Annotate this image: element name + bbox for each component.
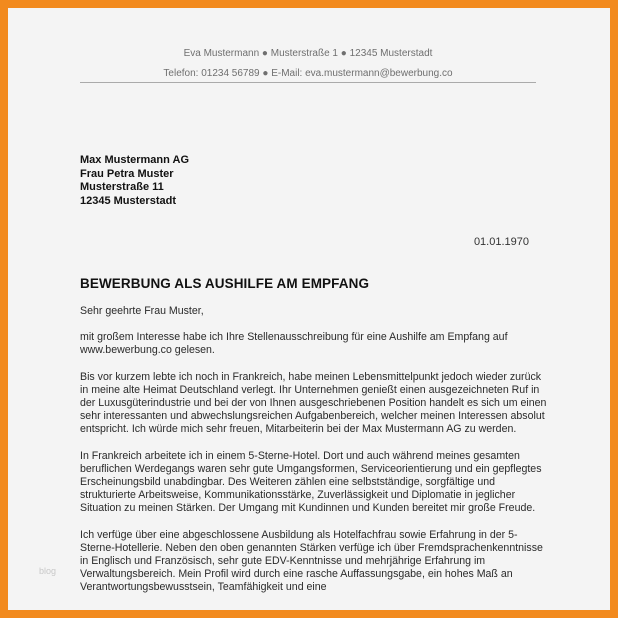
sender-header xyxy=(80,44,536,84)
paragraph-intro: mit großem Interesse habe ich Ihre Stellenausschreibung für eine Aushilfe am Empfang auf www.bewerbung.co gelesen. xyxy=(80,331,508,357)
recipient-city: 12345 Musterstadt xyxy=(80,194,176,207)
letter-body xyxy=(80,305,550,608)
header-divider xyxy=(80,82,536,83)
salutation: Sehr geehrte Frau Muster, xyxy=(80,305,204,317)
paragraph-motivation: Bis vor kurzem lebte ich noch in Frankreich, habe meinen Lebensmittelpunkt jedoch wieder zurück in meine alte Heimat Deutschland verlegt. Ihr Unternehmen genießt einen ausgezeichneten Ruf in der Luxusgüterindustrie und bei der von Ihnen ausgeschriebenen Position handelt es sich um einen sehr interessanten und abwechslungsreichen Aufgabenbereich, welcher meinen Interessen absolut entspricht. Ich würde mich sehr freuen, Mitarbeiterin bei der Max Mustermann AG zu werden. xyxy=(80,370,547,436)
sender-contact: Telefon: 01234 56789 ● E-Mail: eva.mustermann@bewerbung.co xyxy=(163,68,453,79)
letter-subject: BEWERBUNG ALS AUSHILFE AM EMPFANG xyxy=(80,276,370,291)
recipient-street: Musterstraße 11 xyxy=(80,181,164,193)
paragraph-experience: In Frankreich arbeitete ich in einem 5-Sterne-Hotel. Dort und auch während meines gesamten beruflichen Werdegangs waren sehr gute Umgangsformen, Serviceorientierung und ein gepflegtes Erscheinungsbild unabdingbar. Des Weiteren zählen eine selbstständige, sorgfältige und strukturierte Arbeitsweise, Kommunikationsstärke, Zuverlässigkeit und Diplomatie in jeglicher Situation zu meinen Stärken. Der Umgang mit Kundinnen und Kunden bereitet mir große Freude. xyxy=(80,449,542,515)
recipient-address xyxy=(80,154,189,208)
letter-date: 01.01.1970 xyxy=(473,236,529,248)
watermark-text: blog xyxy=(39,566,57,576)
recipient-company: Max Mustermann AG xyxy=(80,154,190,166)
letter-page xyxy=(8,8,610,610)
paragraph-qualifications: Ich verfüge über eine abgeschlossene Ausbildung als Hotelfachfrau sowie Erfahrung in der 5-Sterne-Hotellerie. Neben den oben genannten Stärken verfüge ich über Fremdsprachenkenntnisse in Englisch und Französisch, sehr gute EDV-Kenntnisse und mehrjährige Erfahrung im Verwaltungsbereich. Mein Profil wird durch eine rasche Auffassungsgabe, ein hohes Maß an Verantwortungsbewusstsein, Teamfähigkeit und eine xyxy=(80,528,543,594)
recipient-contact: Frau Petra Muster xyxy=(80,167,174,180)
sender-address: Eva Mustermann ● Musterstraße 1 ● 12345 Musterstadt xyxy=(183,48,433,59)
